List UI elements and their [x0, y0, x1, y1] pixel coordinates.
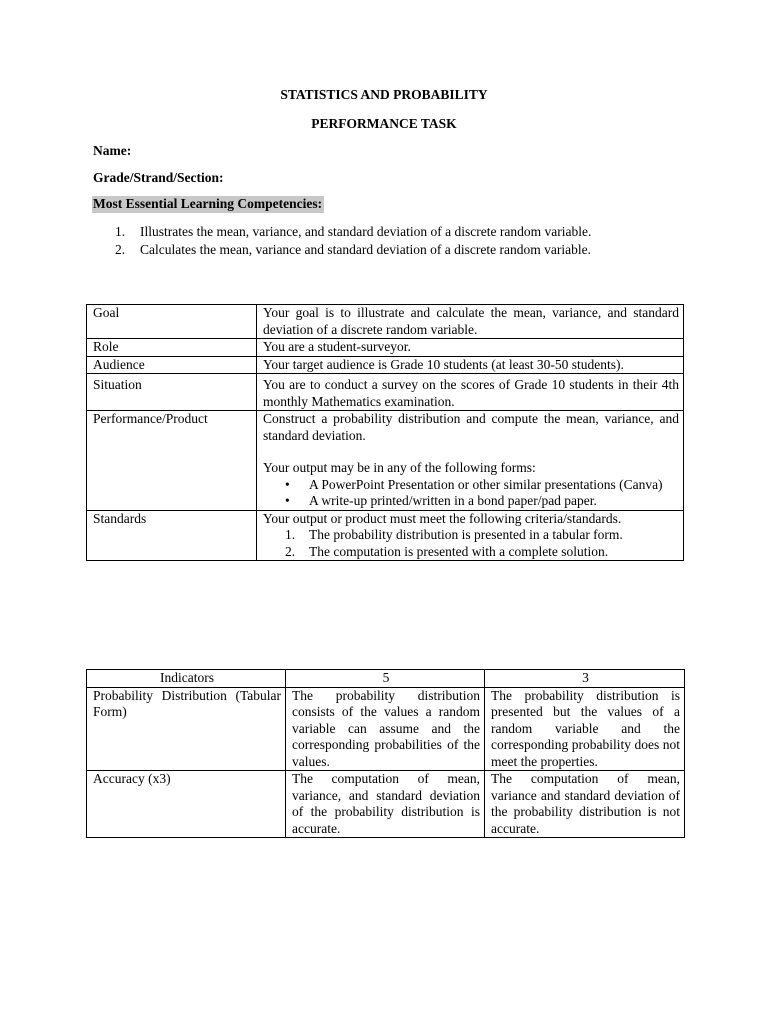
- row-label-goal: Goal: [87, 305, 257, 339]
- indicator-cell: Accuracy (x3): [87, 771, 286, 838]
- row-label-product: Performance/Product: [87, 411, 257, 511]
- role-text: You are a student-surveyor.: [257, 339, 684, 357]
- melc-heading: Most Essential Learning Competencies:: [93, 196, 323, 211]
- competency-number: 1.: [115, 224, 126, 239]
- name-label: Name:: [93, 143, 132, 158]
- situation-text: You are to conduct a survey on the scores of Grade 10 students in their 4th monthly Mathematics examination.: [257, 374, 684, 411]
- document-subtitle: PERFORMANCE TASK: [311, 116, 457, 131]
- table-row: [87, 510, 684, 561]
- score-3-cell: The computation of mean, variance and standard deviation of the probability distribution is not accurate.: [485, 771, 685, 838]
- table-row: [87, 374, 684, 411]
- score-5-cell: The computation of mean, variance, and standard deviation of the probability distribution is accurate.: [286, 771, 485, 838]
- forms-intro: Your output may be in any of the following forms:: [263, 460, 536, 475]
- competency-item: [94, 224, 675, 241]
- competency-number: 2.: [115, 241, 126, 257]
- competency-list: [94, 224, 675, 259]
- table-row: [87, 687, 685, 771]
- goal-text: Your goal is to illustrate and calculate the mean, variance, and standard deviation of a discrete random variable.: [257, 305, 684, 339]
- bullet-icon: •: [285, 476, 290, 492]
- standard-text: The probability distribution is presented in a tabular form.: [309, 527, 623, 542]
- table-row: [87, 339, 684, 357]
- forms-list: [263, 477, 679, 510]
- table-row: [87, 356, 684, 374]
- standard-number: 1.: [285, 527, 296, 542]
- row-label-situation: Situation: [87, 374, 257, 411]
- document-title: STATISTICS AND PROBABILITY: [280, 87, 488, 102]
- form-option-text: A PowerPoint Presentation or other similar presentations (Canva): [309, 476, 663, 492]
- column-header: Indicators: [87, 670, 286, 688]
- product-text: Construct a probability distribution and compute the mean, variance, and standard deviation.: [263, 411, 679, 443]
- indicator-cell: Probability Distribution (Tabular Form): [87, 687, 286, 771]
- column-header: 3: [485, 670, 685, 688]
- row-label-standards: Standards: [87, 510, 257, 561]
- competency-text: Illustrates the mean, variance, and standard deviation of a discrete random variable.: [140, 224, 592, 239]
- row-label-role: Role: [87, 339, 257, 357]
- product-cell: [257, 411, 684, 511]
- table-row: [87, 771, 685, 838]
- competency-item: [94, 242, 675, 259]
- list-item: [263, 477, 679, 494]
- table-row: [87, 305, 684, 339]
- score-5-cell: The probability distribution consists of the values a random variable can assume and the corresponding probabilities of the values.: [286, 687, 485, 771]
- list-item: [263, 493, 679, 510]
- row-label-audience: Audience: [87, 356, 257, 374]
- table-header-row: [87, 670, 685, 688]
- standards-list: [263, 527, 679, 560]
- bullet-icon: •: [285, 493, 290, 508]
- standards-cell: [257, 510, 684, 561]
- column-header: 5: [286, 670, 485, 688]
- competency-text: Calculates the mean, variance and standard deviation of a discrete random variable.: [140, 241, 591, 257]
- list-item: [263, 544, 679, 561]
- score-3-cell: The probability distribution is presented but the values of a random variable and the corresponding probability does not meet the properties.: [485, 687, 685, 771]
- standard-number: 2.: [285, 543, 296, 559]
- form-option-text: A write-up printed/written in a bond paper/pad paper.: [309, 493, 597, 508]
- table-row: [87, 411, 684, 511]
- standard-text: The computation is presented with a complete solution.: [309, 543, 609, 559]
- grasps-table: [86, 304, 684, 561]
- standards-text: Your output or product must meet the following criteria/standards.: [263, 510, 622, 526]
- list-item: [263, 527, 679, 544]
- grade-strand-section-label: Grade/Strand/Section:: [93, 170, 224, 185]
- audience-text: Your target audience is Grade 10 students (at least 30-50 students).: [257, 356, 684, 374]
- rubric-table: [86, 669, 685, 838]
